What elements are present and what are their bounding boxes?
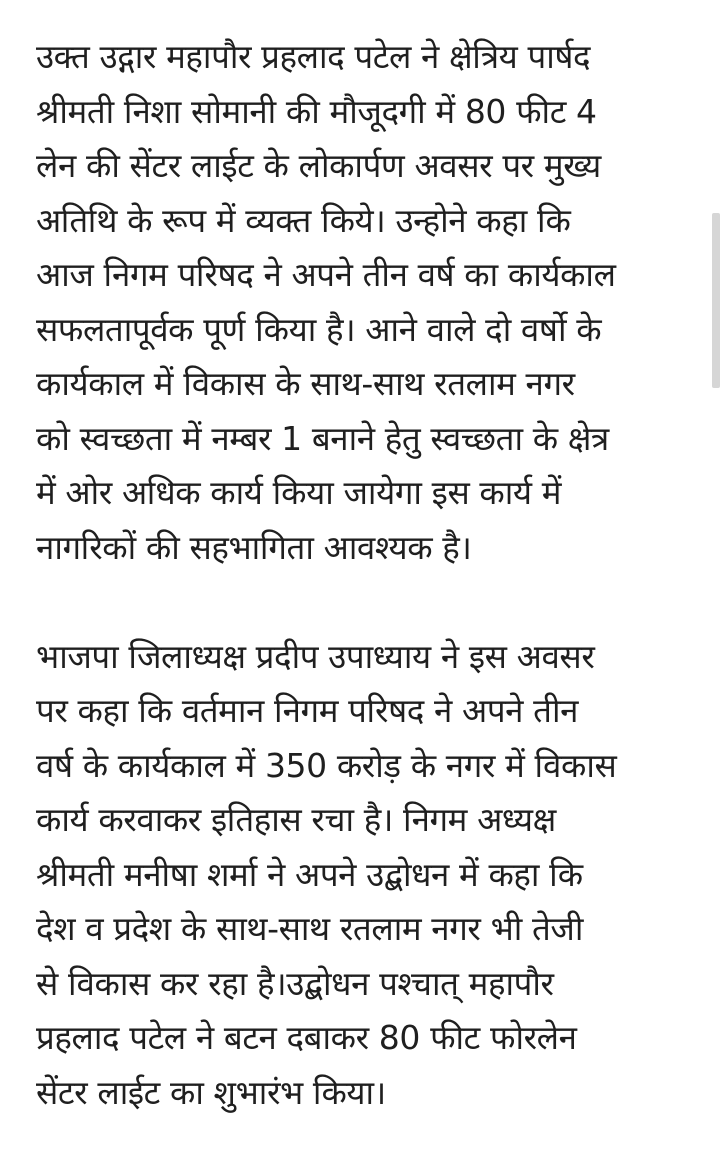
text-line: पर कहा कि वर्तमान निगम परिषद ने अपने तीन xyxy=(36,691,579,730)
text-line: कार्यकाल में विकास के साथ-साथ रतलाम नगर xyxy=(36,364,575,403)
text-line: लेन की सेंटर लाईट के लोकार्पण अवसर पर मुख्य xyxy=(36,146,601,185)
text-line: को स्वच्छता में नम्बर 1 बनाने हेतु स्वच्छता के क्षेत्र xyxy=(36,418,609,458)
text-line: देश व प्रदेश के साथ-साथ रतलाम नगर भी तेजी xyxy=(36,909,584,948)
scrollbar-thumb[interactable] xyxy=(712,213,720,388)
text-line: कार्य करवाकर इतिहास रचा है। निगम अध्यक्ष xyxy=(36,800,556,839)
paragraph-2 xyxy=(36,630,686,1121)
text-line: नागरिकों की सहभागिता आवश्यक है। xyxy=(36,527,472,567)
text-line: अतिथि के रूप में व्यक्त किये। उन्होने कहा कि xyxy=(36,200,571,240)
paragraph-1 xyxy=(36,30,686,575)
text-line: से विकास कर रहा है।उद्बोधन पश्चात् महापौर xyxy=(36,963,554,1003)
text-line: प्रहलाद पटेल ने बटन दबाकर 80 फीट फोरलेन xyxy=(36,1018,577,1057)
text-line: आज निगम परिषद ने अपने तीन वर्ष का कार्यकाल xyxy=(36,255,616,294)
text-line: भाजपा जिलाध्यक्ष प्रदीप उपाध्याय ने इस अवसर xyxy=(36,636,595,676)
text-line: श्रीमती निशा सोमानी की मौजूदगी में 80 फीट 4 xyxy=(36,91,597,131)
text-line: उक्त उद्गार महापौर प्रहलाद पटेल ने क्षेत्रिय पार्षद xyxy=(36,37,591,76)
article-body xyxy=(36,30,686,1120)
text-line: सेंटर लाईट का शुभारंभ किया। xyxy=(36,1072,386,1112)
text-line: सफलतापूर्वक पूर्ण किया है। आने वाले दो वर्षो के xyxy=(36,309,602,349)
text-line: श्रीमती मनीषा शर्मा ने अपने उद्बोधन में कहा कि xyxy=(36,854,583,894)
text-line: वर्ष के कार्यकाल में 350 करोड़ के नगर में विकास xyxy=(36,745,617,785)
text-line: में ओर अधिक कार्य किया जायेगा इस कार्य में xyxy=(36,473,562,512)
